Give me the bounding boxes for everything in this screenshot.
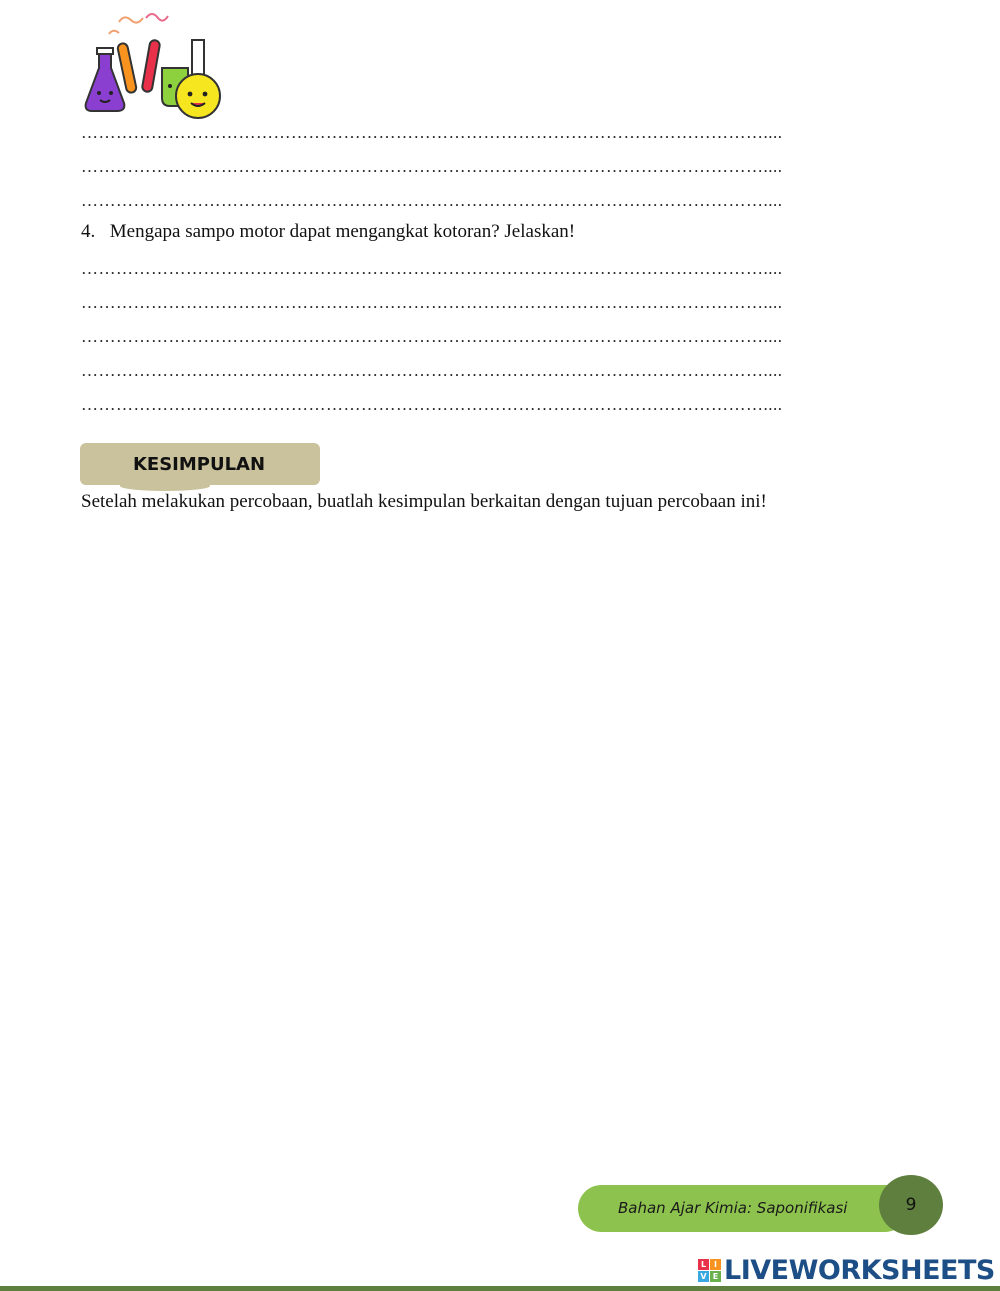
logo-letter: V — [698, 1271, 709, 1282]
logo-letter: I — [710, 1259, 721, 1270]
lab-flasks-illustration — [84, 8, 229, 120]
section-instruction: Setelah melakukan percobaan, buatlah kesimpulan berkaitan dengan tujuan percobaan ini! — [81, 491, 767, 512]
answer-line[interactable]: ……………………………………………………………………………………………………….... — [81, 259, 783, 278]
footer-title: Bahan Ajar Kimia: Saponifikasi — [618, 1199, 848, 1217]
question-text: Mengapa sampo motor dapat mengangkat kotoran? Jelaskan! — [109, 221, 576, 242]
answer-line[interactable]: ……………………………………………………………………………………………………….... — [81, 361, 783, 380]
answer-line[interactable]: ……………………………………………………………………………………………………….... — [81, 395, 783, 414]
page-number: 9 — [905, 1195, 917, 1215]
answer-line[interactable]: ……………………………………………………………………………………………………….... — [81, 123, 783, 142]
footer-title-pill — [578, 1185, 908, 1232]
section-title: KESIMPULAN — [132, 454, 266, 475]
answer-line[interactable]: ……………………………………………………………………………………………………….... — [81, 327, 783, 346]
answer-line[interactable]: ……………………………………………………………………………………………………….... — [81, 191, 783, 210]
question-4 — [81, 220, 575, 244]
answer-line[interactable]: ……………………………………………………………………………………………………….... — [81, 157, 783, 176]
logo-letter: E — [710, 1271, 721, 1282]
page-number-badge — [879, 1175, 943, 1235]
liveworksheets-logo — [698, 1256, 995, 1284]
section-tag — [80, 443, 320, 485]
logo-letter: L — [698, 1259, 709, 1270]
question-number: 4. — [81, 221, 96, 242]
bottom-divider — [0, 1286, 1000, 1291]
logo-icon — [698, 1259, 721, 1282]
logo-text: LIVEWORKSHEETS — [724, 1254, 995, 1286]
answer-line[interactable]: ……………………………………………………………………………………………………….... — [81, 293, 783, 312]
